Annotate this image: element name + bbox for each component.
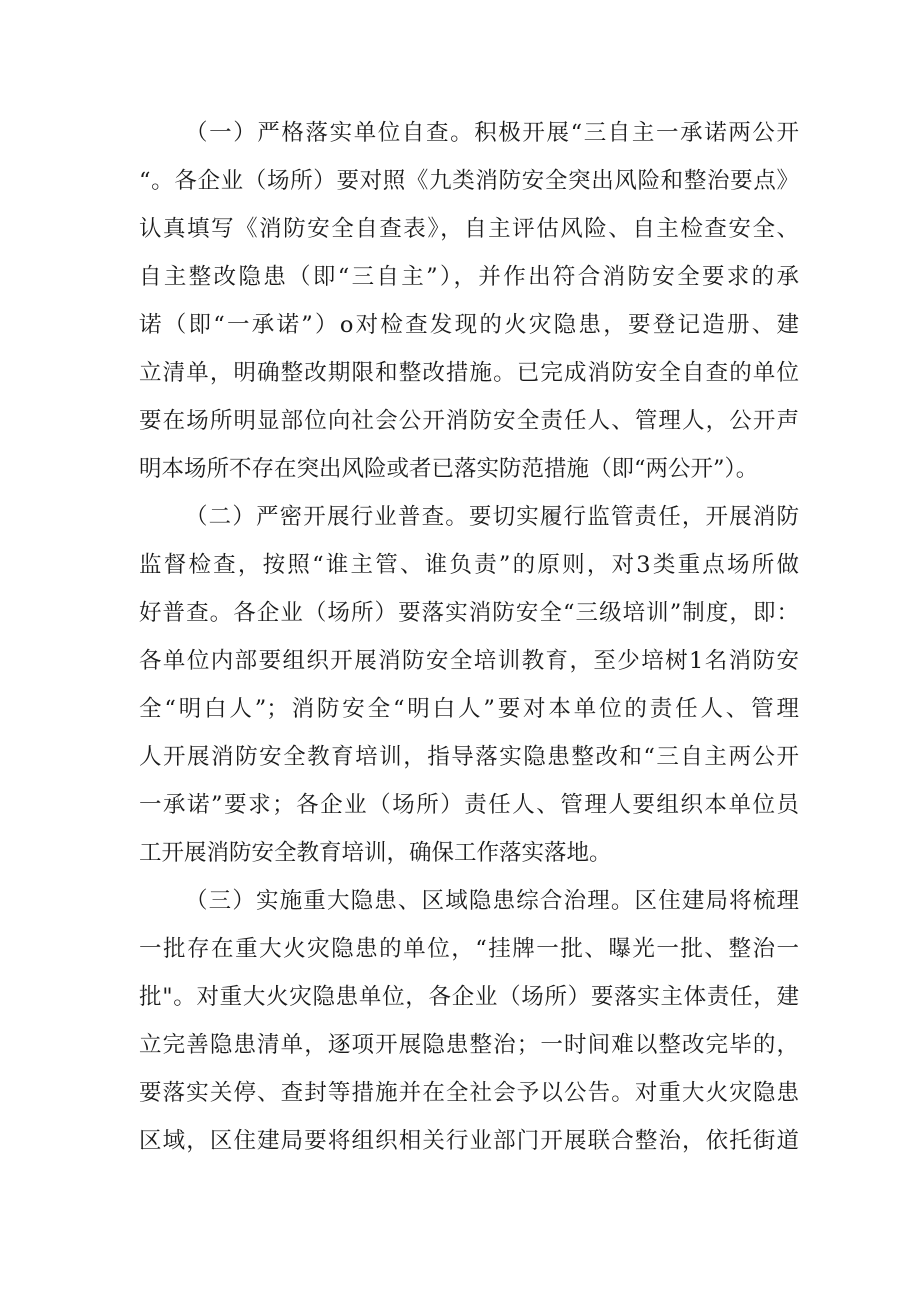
paragraph-1-line-7: 要在场所明显部位向社会公开消防安全责任人、管理人，公开声 bbox=[139, 408, 799, 434]
paragraph-2-line-6: 人开展消防安全教育培训，指导落实隐患整改和“三自主两公开 bbox=[139, 744, 799, 770]
paragraph-2-line-5: 全“明白人”；消防安全“明白人”要对本单位的责任人、管理 bbox=[139, 696, 799, 722]
paragraph-2-line-3: 好普查。各企业（场所）要落实消防安全“三级培训”制度，即： bbox=[139, 600, 799, 626]
paragraph-1-line-6: 立清单，明确整改期限和整改措施。已完成消防安全自查的单位 bbox=[139, 360, 799, 386]
paragraph-1-line-4: 自主整改隐患（即“三自主”），并作出符合消防安全要求的承 bbox=[139, 264, 799, 290]
paragraph-2-line-1: （二）严密开展行业普查。要切实履行监管责任，开展消防 bbox=[185, 504, 799, 530]
paragraph-2-line-8: 工开展消防安全教育培训，确保工作落实落地。 bbox=[139, 840, 612, 866]
paragraph-2-line-4: 各单位内部要组织开展消防安全培训教育，至少培树1名消防安 bbox=[139, 648, 799, 674]
paragraph-3-line-4: 立完善隐患清单，逐项开展隐患整治；一时间难以整改完毕的， bbox=[139, 1032, 799, 1058]
paragraph-2-line-2: 监督检查，按照“谁主管、谁负责”的原则，对3类重点场所做 bbox=[139, 552, 799, 578]
paragraph-3-line-1: （三）实施重大隐患、区域隐患综合治理。区住建局将梳理 bbox=[185, 888, 799, 914]
paragraph-1-line-5: 诺（即“一承诺”）o对检查发现的火灾隐患，要登记造册、建 bbox=[139, 312, 799, 338]
paragraph-1-line-2: “。各企业（场所）要对照《九类消防安全突出风险和整治要点》 bbox=[139, 168, 799, 194]
paragraph-2-line-7: 一承诺”要求；各企业（场所）责任人、管理人要组织本单位员 bbox=[139, 792, 799, 818]
paragraph-3-line-5: 要落实关停、查封等措施并在全社会予以公告。对重大火灾隐患 bbox=[139, 1080, 799, 1106]
paragraph-3-line-6: 区域，区住建局要将组织相关行业部门开展联合整治，依托街道 bbox=[139, 1128, 799, 1154]
paragraph-3-line-3: 批"。对重大火灾隐患单位，各企业（场所）要落实主体责任，建 bbox=[139, 984, 799, 1010]
paragraph-1-line-8: 明本场所不存在突出风险或者已落实防范措施（即“两公开”）。 bbox=[139, 456, 759, 482]
paragraph-1-line-3: 认真填写《消防安全自查表》，自主评估风险、自主检查安全、 bbox=[139, 216, 799, 242]
paragraph-3-line-2: 一批存在重大火灾隐患的单位，“挂牌一批、曝光一批、整治一 bbox=[139, 936, 799, 962]
paragraph-1-line-1: （一）严格落实单位自查。积极开展“三自主一承诺两公开 bbox=[185, 120, 799, 146]
